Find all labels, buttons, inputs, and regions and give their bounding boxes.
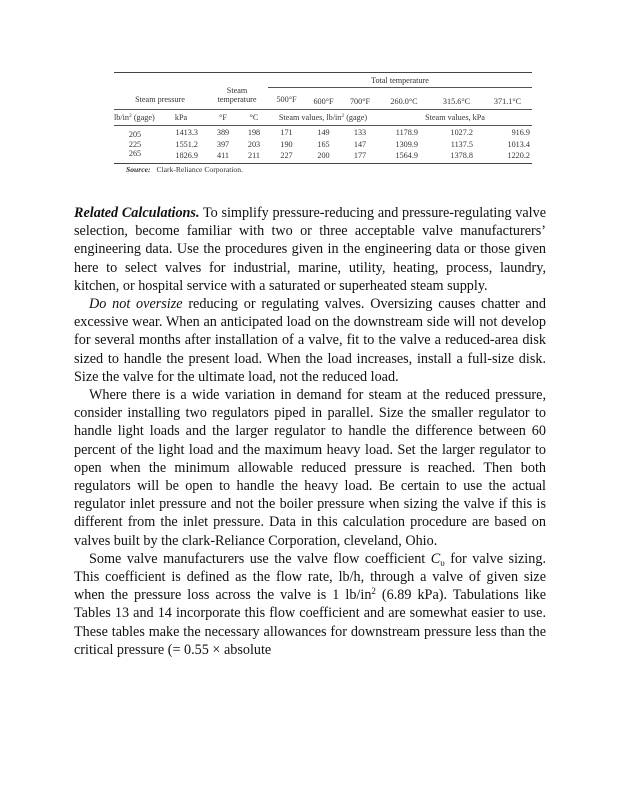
cell: 389 <box>216 128 230 138</box>
cell: 411 <box>217 151 229 161</box>
unit-psig-post: (gage) <box>131 112 155 122</box>
cell: 171 <box>280 128 293 138</box>
paragraph-oversize <box>74 295 546 386</box>
unit-steam-values-si: Steam values, kPa <box>425 112 485 122</box>
cell: 133 <box>353 128 367 138</box>
unit-steam-values-us-pre: Steam values, lb/in <box>278 112 342 122</box>
paragraph-flow-coefficient <box>74 550 546 659</box>
header-steam-pressure: Steam pressure <box>135 95 185 105</box>
unit-f: °F <box>219 112 227 122</box>
cell: 227 <box>280 151 293 161</box>
header-315c: 315.6°C <box>442 97 471 107</box>
cell: 1178.9 <box>395 128 418 138</box>
unit-psig-sup: 2 <box>129 112 132 119</box>
unit-psig-pre: lb/in <box>114 112 130 122</box>
unit-kpa: kPa <box>174 112 188 122</box>
cell: 265 <box>128 149 142 159</box>
cell: 916.9 <box>511 128 530 138</box>
table-row <box>114 149 532 163</box>
cell: 225 <box>128 139 142 149</box>
cv-subscript: υ <box>440 557 445 568</box>
paragraph-text: reducing or regulating valves. Oversizing causes chatter and excessive wear. When an anticipated load on the downstream side will not develop for several months after installation of a valve, fit to the valve a reduced-area disk sized to handle the present load. When the load increases, install a full-size disk. Size the valve for the ultimate load, not the reduced load. <box>74 296 546 385</box>
unit-steam-values-us-sup: 2 <box>341 112 345 119</box>
cell: 1220.2 <box>507 151 530 161</box>
cell: 1826.9 <box>175 151 198 161</box>
header-700f: 700°F <box>349 97 371 107</box>
cell: 203 <box>247 139 261 149</box>
cell: 211 <box>248 151 260 161</box>
paragraph-related-calculations <box>74 204 546 295</box>
steam-pressure-table <box>114 72 532 164</box>
cell: 1309.9 <box>395 139 418 149</box>
cell: 149 <box>317 128 330 138</box>
header-total-temperature: Total temperature <box>268 73 532 88</box>
cell: 190 <box>280 139 293 149</box>
cell: 1013.4 <box>507 139 530 149</box>
cell: 205 <box>128 130 142 140</box>
cell: 200 <box>317 151 330 161</box>
emphasis-text: Do not oversize <box>89 296 183 313</box>
paragraph-text: To simplify pressure-reducing and pressure-regulating valve selection, become familiar with two or three acceptable valve manufacturers’ engineering data. Use the procedures given in the engineering data or those given here to select valves for industrial, marine, utility, heating, process, laundry, kitchen, or hospital service with a saturated or superheated steam supply. <box>74 205 546 294</box>
header-steam-temperature-line2: temperature <box>217 95 257 105</box>
cell: 1413.3 <box>175 128 198 138</box>
source-label: Source: <box>126 165 151 174</box>
cell: 1027.2 <box>450 128 473 138</box>
header-steam-temperature-line1: Steam <box>226 86 248 95</box>
cell: 1137.5 <box>450 139 473 149</box>
header-500f: 500°F <box>276 95 297 105</box>
superscript: 2 <box>371 586 376 597</box>
cv-symbol: C <box>430 550 441 567</box>
body-text <box>74 204 546 659</box>
table-row <box>114 126 532 140</box>
unit-c: °C <box>249 112 259 122</box>
cell: 177 <box>353 151 367 161</box>
unit-psig <box>114 109 156 125</box>
cell: 1551.2 <box>175 139 198 149</box>
paragraph-parallel-regulators: Where there is a wide variation in demand for steam at the reduced pressure, consider installing two regulators piped in parallel. Size the smaller regulator to handle light loads and the larger regulator to handle the difference between 60 percent of the light load and the maximum heavy load. Set the larger regulator to open when the minimum allowable reduced pressure is reached. Then both regulators will be open to handle the heavy load. Be certain to use the actual regulator inlet pressure and not the boiler pressure when sizing the valve if this is different from the inlet pressure. Data in this calculation procedure are based on valves built by the clark-Reliance Corporation, cleveland, Ohio. <box>74 387 546 549</box>
header-371c: 371.1°C <box>493 97 522 107</box>
cell: 147 <box>353 139 367 149</box>
table-row <box>114 140 532 149</box>
cell: 1564.9 <box>395 151 418 161</box>
source-text: Clark-Reliance Corporation. <box>156 165 243 174</box>
cell: 1378.8 <box>450 151 473 161</box>
unit-steam-values-us-post: (gage) <box>344 112 368 122</box>
steam-table <box>114 72 532 164</box>
paragraph-text: for valve sizing. This coefficient is defined as the flow rate, lb/h, through a valve of given size when the pressure loss across the valve is 1 lb/in <box>74 550 546 604</box>
header-steam-temperature <box>206 73 268 110</box>
run-in-heading: Related Calculations. <box>74 205 200 221</box>
header-600f: 600°F <box>313 97 334 107</box>
cell: 165 <box>317 139 330 149</box>
unit-steam-values-us <box>268 109 378 125</box>
cell: 397 <box>216 139 230 149</box>
cell: 198 <box>247 128 261 138</box>
table-source-note <box>126 165 243 174</box>
paragraph-text: Some valve manufacturers use the valve flow coefficient <box>89 550 431 567</box>
table-body <box>114 126 532 163</box>
paragraph-text: (6.89 kPa). Tabulations like Tables 13 and 14 incorporate this flow coefficient and are somewhat easier to use. These tables make the necessary allowances for downstream pressure less than the critical pressure (= 0.55 × absolute <box>74 587 546 658</box>
header-260c: 260.0°C <box>390 97 418 107</box>
